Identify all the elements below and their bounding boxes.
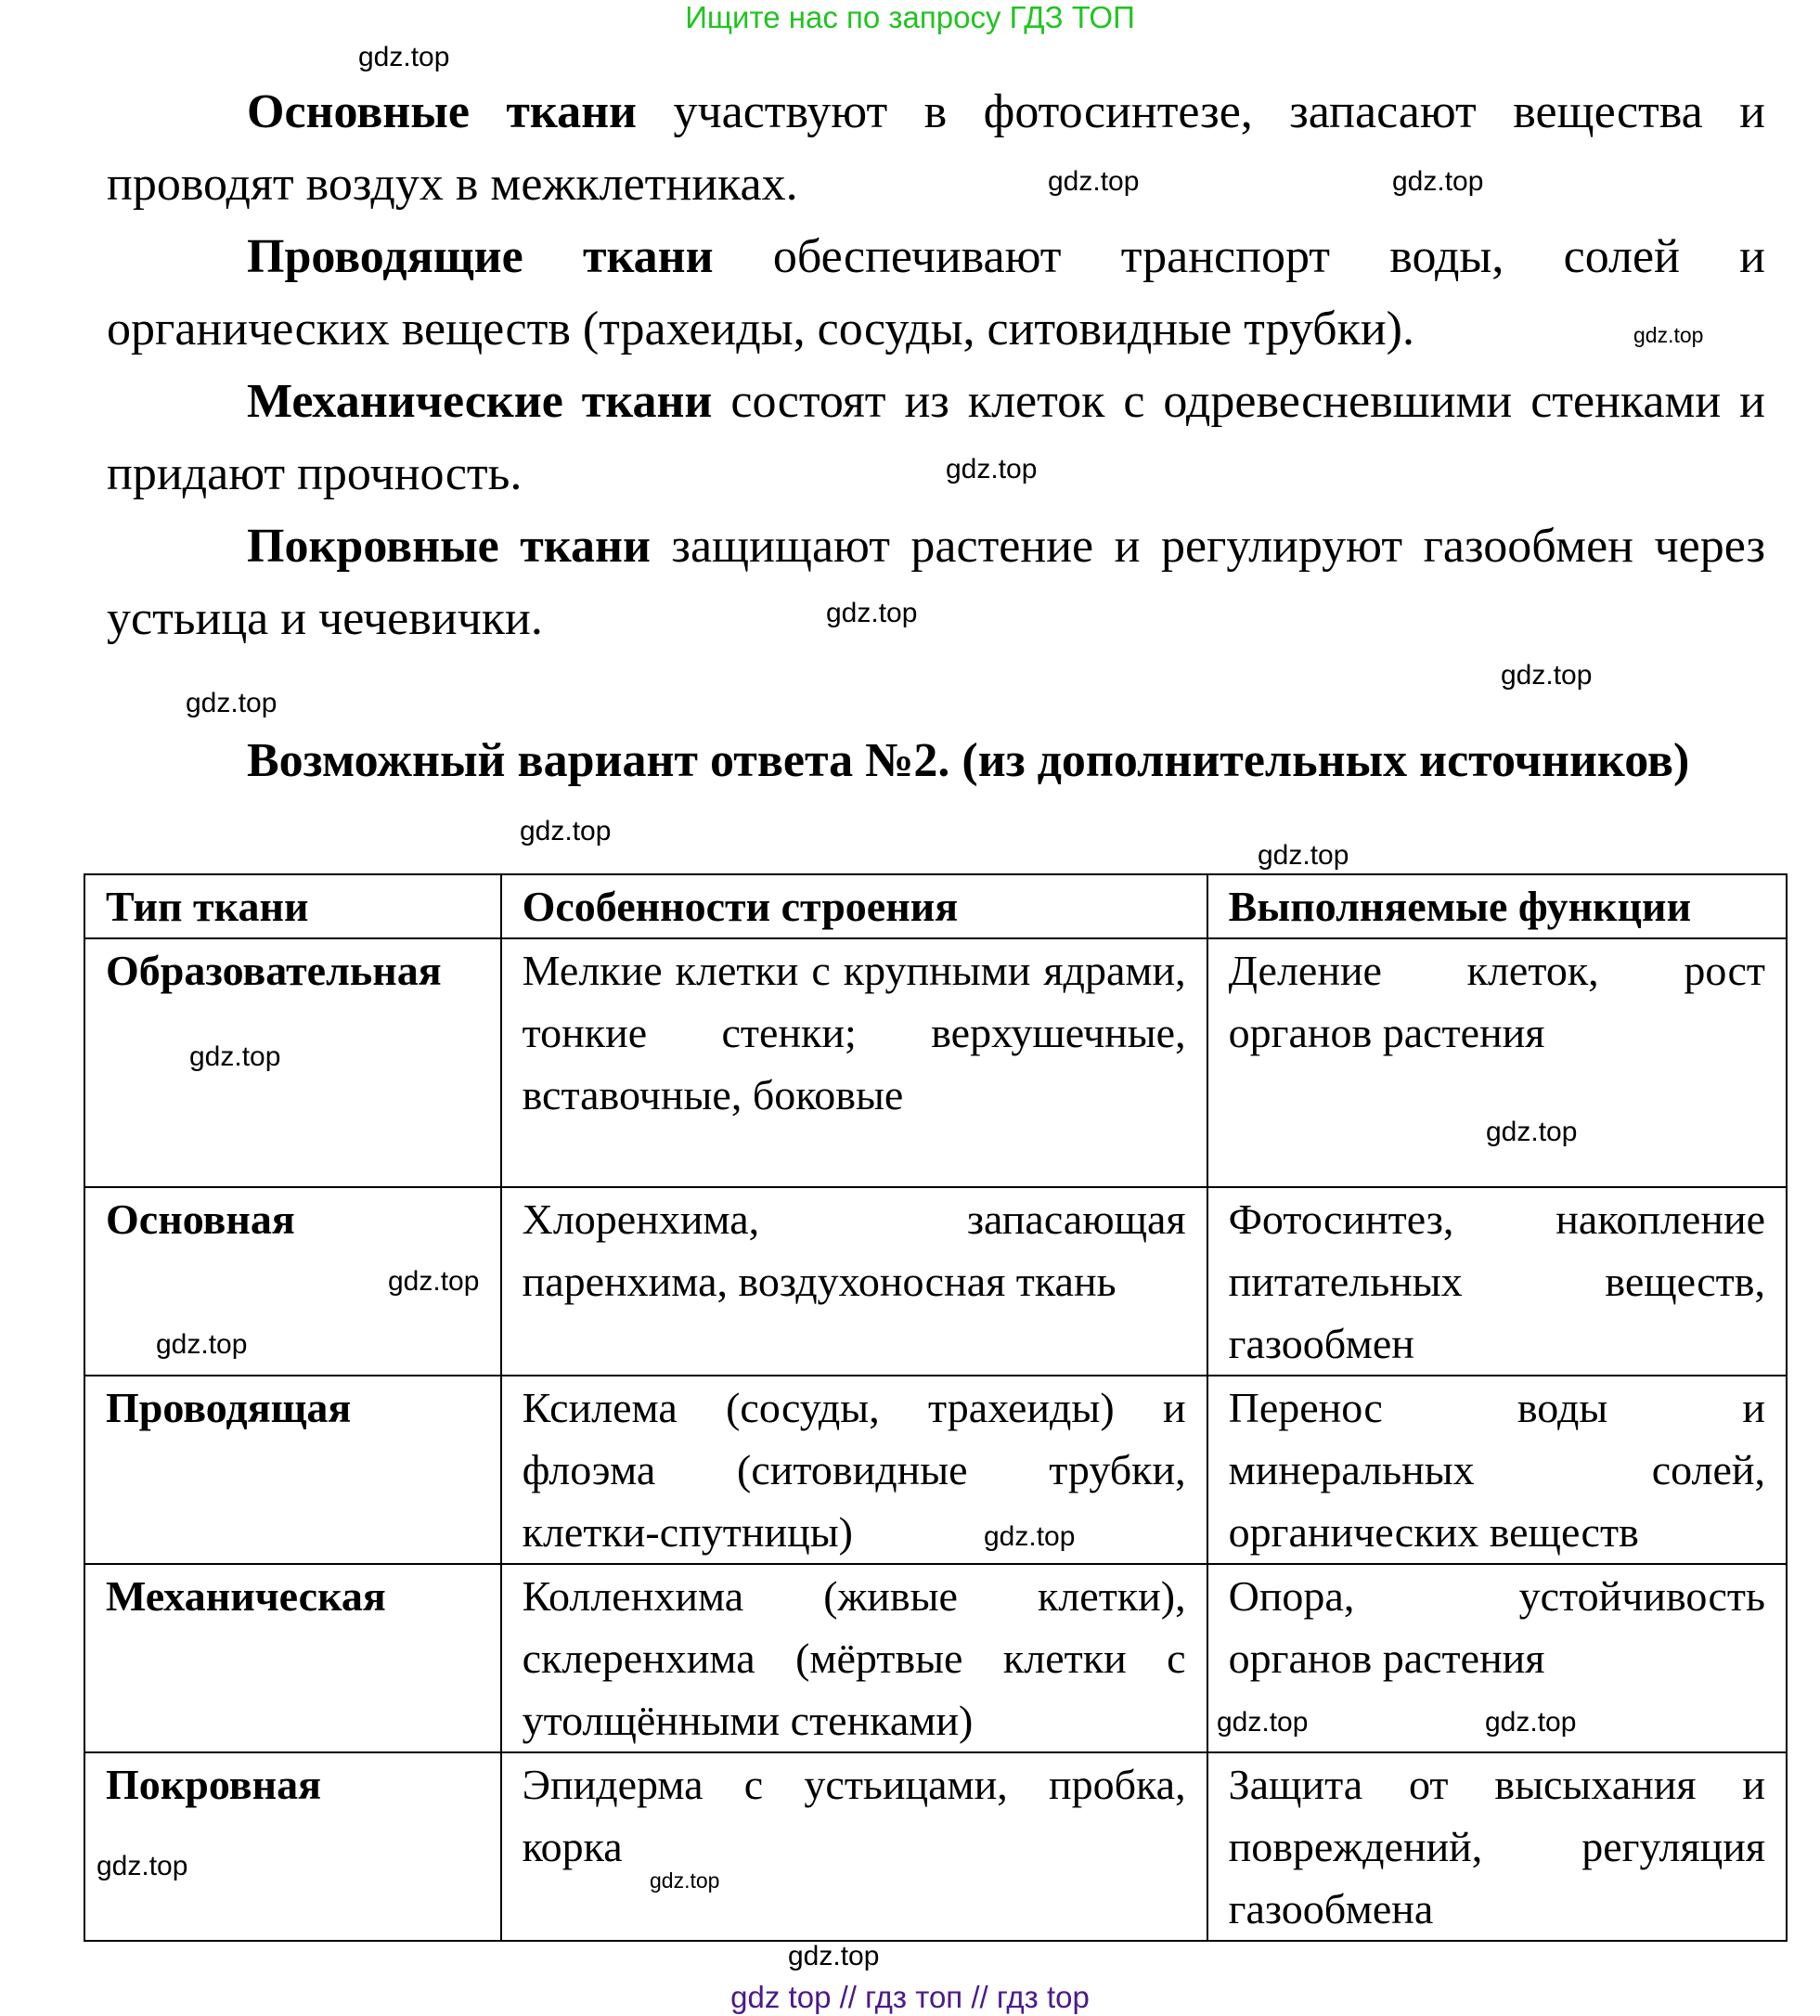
watermark: gdz.top <box>520 816 612 846</box>
watermark: gdz.top <box>1485 1707 1577 1738</box>
tissue-table <box>84 873 1788 1942</box>
term: Покровные ткани <box>247 520 651 573</box>
cell-structure: Колленхима (живые клетки), склеренхима (мёртвые клетки с утолщёнными стенками) <box>501 1564 1207 1752</box>
watermark: gdz.top <box>97 1851 188 1881</box>
paragraph-basic-tissue <box>107 76 1765 221</box>
term: Механические ткани <box>247 375 713 428</box>
term: Основные ткани <box>247 85 638 138</box>
footer-links: gdz top // гдз топ // гдз top <box>730 1980 1090 2014</box>
table-row <box>84 1752 1787 1941</box>
cell-structure: Хлоренхима, запасающая паренхима, воздухоносная ткань <box>501 1187 1207 1376</box>
watermark: gdz.top <box>1486 1117 1578 1147</box>
cell-type: Образовательная <box>84 938 501 1187</box>
watermark: gdz.top <box>358 42 450 72</box>
paragraph-text: состоят из клеток с одревесневшими стенками и придают прочность. <box>107 375 1765 500</box>
watermark: gdz.top <box>1217 1707 1309 1738</box>
paragraph-covering-tissue <box>107 510 1765 655</box>
paragraph-text: защищают растение и регулируют газообмен через устьица и чечевички. <box>107 520 1765 645</box>
watermark: gdz.top <box>788 1941 880 1971</box>
cell-functions: Деление клеток, рост органов растения <box>1207 938 1787 1187</box>
paragraph-text: участвуют в фотосинтезе, запасают вещества и проводят воздух в межклетниках. <box>107 85 1765 211</box>
column-header: Особенности строения <box>501 874 1207 938</box>
term: Проводящие ткани <box>247 230 714 283</box>
cell-functions: Опора, устойчивость органов растения <box>1207 1564 1787 1752</box>
cell-type: Проводящая <box>84 1376 501 1564</box>
watermark: gdz.top <box>388 1266 480 1297</box>
cell-functions: Фотосинтез, накопление питательных веществ, газообмен <box>1207 1187 1787 1376</box>
cell-type: Механическая <box>84 1564 501 1752</box>
table-header-row <box>84 874 1787 938</box>
watermark: gdz.top <box>186 688 278 718</box>
table-row <box>84 1376 1787 1564</box>
watermark: gdz.top <box>650 1868 720 1893</box>
watermark: gdz.top <box>156 1329 248 1360</box>
table-row <box>84 938 1787 1187</box>
watermark: gdz.top <box>1048 166 1140 197</box>
cell-type: Покровная <box>84 1752 501 1941</box>
cell-structure: Мелкие клетки с крупными ядрами, тонкие стенки; верхушечные, вставочные, боковые <box>501 938 1207 1187</box>
cell-type: Основная <box>84 1187 501 1376</box>
column-header: Тип ткани <box>84 874 501 938</box>
paragraph-text: обеспечивают транспорт воды, солей и органических веществ (трахеиды, сосуды, ситовидные трубки). <box>107 230 1765 355</box>
table-row <box>84 1187 1787 1376</box>
cell-structure: Ксилема (сосуды, трахеиды) и флоэма (ситовидные трубки, клетки-спутницы) <box>501 1376 1207 1564</box>
watermark: gdz.top <box>1258 840 1349 871</box>
cell-functions: Перенос воды и минеральных солей, органических веществ <box>1207 1376 1787 1564</box>
paragraph-conducting-tissue <box>107 221 1765 366</box>
paragraph-mechanical-tissue <box>107 366 1765 510</box>
watermark: gdz.top <box>984 1521 1076 1552</box>
watermark: gdz.top <box>189 1041 281 1072</box>
column-header: Выполняемые функции <box>1207 874 1787 938</box>
watermark: gdz.top <box>1633 323 1704 347</box>
watermark: gdz.top <box>826 598 918 628</box>
cell-structure: Эпидерма с устьицами, пробка, корка <box>501 1752 1207 1941</box>
watermark: gdz.top <box>1392 166 1484 197</box>
cell-functions: Защита от высыхания и повреждений, регуляция газообмена <box>1207 1752 1787 1941</box>
watermark: gdz.top <box>946 454 1038 485</box>
search-banner: Ищите нас по запросу ГДЗ ТОП <box>685 0 1135 34</box>
answer-heading: Возможный вариант ответа №2. (из дополнительных источников) <box>247 734 1690 787</box>
watermark: gdz.top <box>1501 660 1593 691</box>
